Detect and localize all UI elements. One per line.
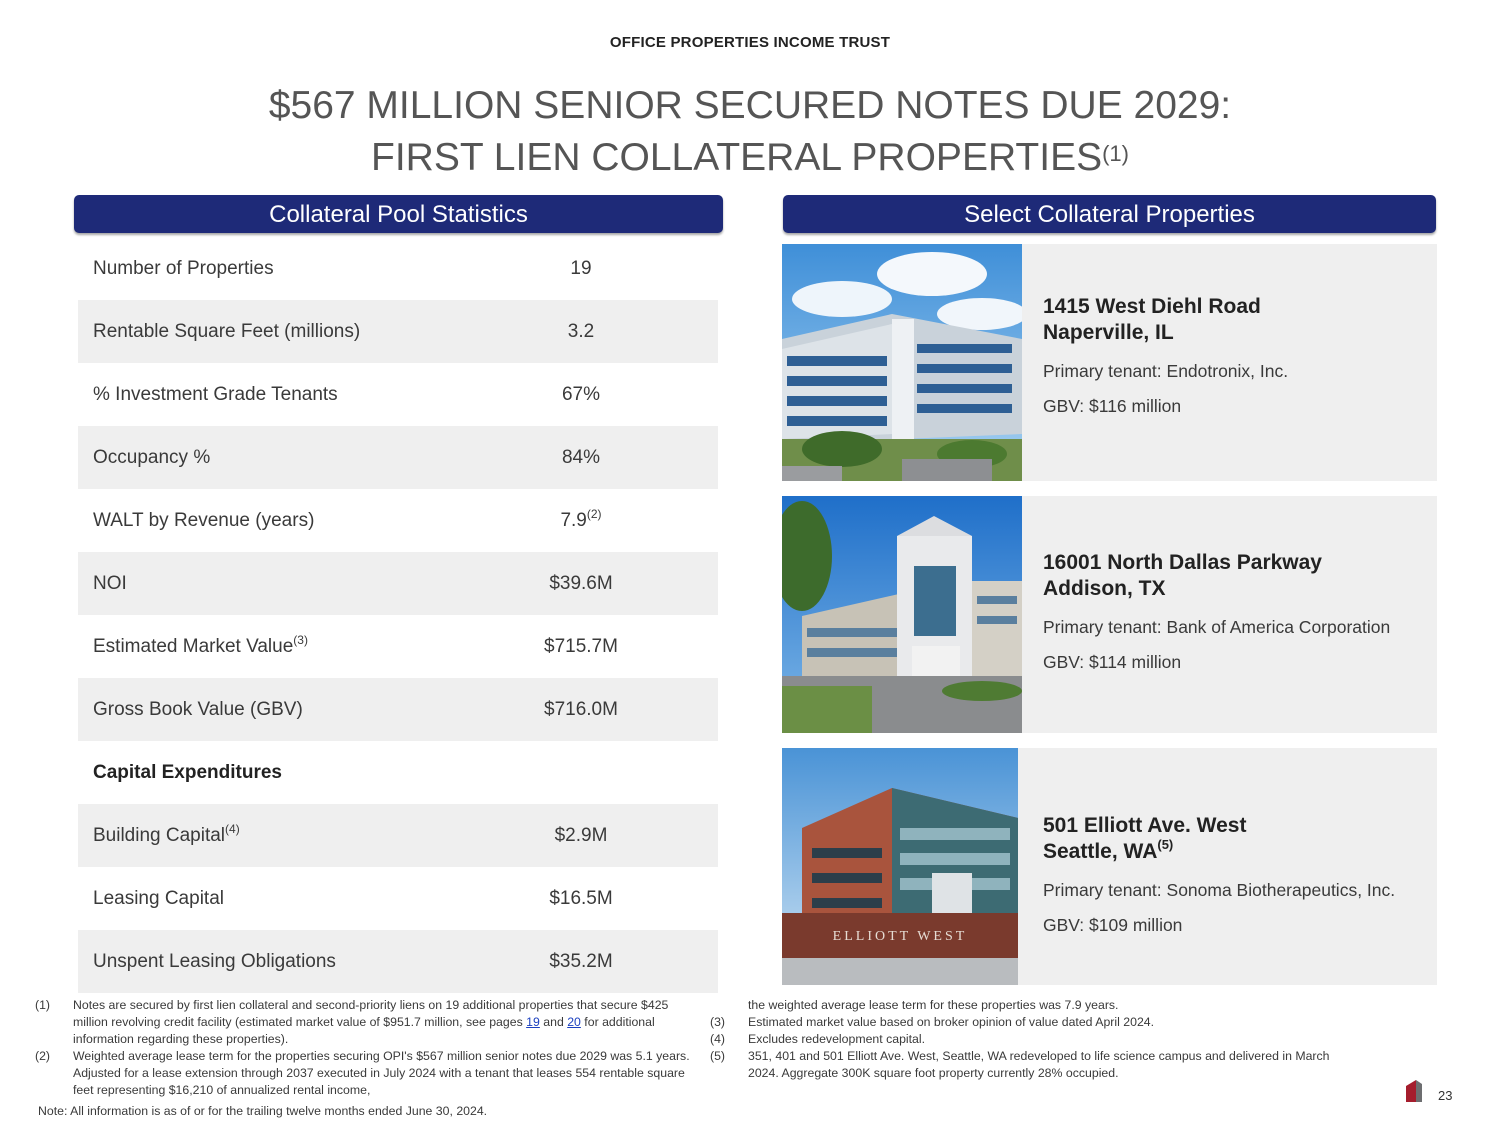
property-city: Naperville, IL: [1043, 321, 1174, 344]
stat-label: WALT by Revenue (years): [93, 510, 315, 531]
footnote-text: for additional information regarding these properties).: [73, 1015, 655, 1046]
stat-row-leasing-capital: [78, 867, 718, 930]
company-logo-icon: [1406, 1080, 1422, 1102]
stat-label: Building Capital$^{(4)}$: [93, 822, 240, 846]
stat-row-number-of-properties: [78, 237, 718, 300]
stat-label: Rentable Square Feet (millions): [93, 321, 361, 342]
footnote-number: (1): [35, 998, 51, 1012]
title-line-2-text: FIRST LIEN COLLATERAL PROPERTIES: [371, 136, 1103, 179]
property-photo-addison: [782, 496, 1022, 733]
footnote-text: and: [539, 1015, 568, 1029]
stat-value: $39.6M: [549, 573, 613, 594]
stat-value: $715.7M: [544, 636, 618, 657]
property-gbv: GBV: $116 million: [1043, 396, 1182, 416]
property-tenant: Primary tenant: Sonoma Biotherapeutics, Inc.: [1043, 880, 1396, 900]
stat-row-investment-grade-tenants: [78, 363, 718, 426]
stat-row-rentable-square-feet: [78, 300, 718, 363]
property-gbv: GBV: $109 million: [1043, 915, 1183, 935]
footnote-ref: (4): [225, 822, 240, 836]
stat-row-unspent-leasing-obligations: [78, 930, 718, 993]
stat-value: $716.0M: [544, 699, 618, 720]
stat-row-estimated-market-value: [78, 615, 718, 678]
page-number: 23: [1438, 1088, 1453, 1103]
property-info: [1043, 244, 1433, 417]
stat-row-gross-book-value: [78, 678, 718, 741]
stat-value: 67%: [561, 384, 601, 405]
property-info: [1043, 748, 1433, 936]
stat-value: 3.2: [567, 321, 595, 342]
stat-value: 19: [570, 258, 592, 279]
page-19-link[interactable]: 19: [526, 1015, 540, 1029]
collateral-statistics-table: [78, 237, 718, 993]
stat-value: 84%: [561, 447, 601, 468]
footnote-4: [710, 1031, 1350, 1048]
footnote-number: (3): [710, 1015, 726, 1029]
select-collateral-properties-header: Select Collateral Properties: [783, 195, 1436, 233]
stat-label: Estimated Market Value$^{(3)}$: [93, 633, 308, 657]
page-title: [0, 80, 1500, 184]
footnote-number: (2): [35, 1049, 51, 1063]
stat-row-occupancy: [78, 426, 718, 489]
property-name: [1043, 294, 1433, 346]
property-card-addison: [782, 496, 1437, 733]
footnote-text: 351, 401 and 501 Elliott Ave. West, Seattle, WA redeveloped to life science campus and delivered in March 2024. Aggregate 300K square foot property currently 28% occupied.: [748, 1049, 1330, 1080]
stat-row-capital-expenditures-heading: [78, 741, 718, 804]
footnote-ref: (3): [293, 633, 308, 647]
footnote-ref: (2): [586, 507, 602, 521]
footnote-2: [35, 1048, 697, 1099]
property-name: [1043, 550, 1433, 602]
title-line-2: [0, 132, 1500, 184]
property-photo-seattle: [782, 748, 1018, 985]
stat-value: 7.9$^{(2)}$: [560, 507, 602, 531]
property-card-naperville: [782, 244, 1437, 481]
page-20-link[interactable]: 20: [567, 1015, 581, 1029]
property-address: 16001 North Dallas Parkway: [1043, 551, 1322, 574]
stat-label: % Investment Grade Tenants: [93, 384, 338, 405]
footnote-text: the weighted average lease term for these properties was 7.9 years.: [748, 998, 1119, 1012]
property-tenant: Primary tenant: Endotronix, Inc.: [1043, 361, 1289, 381]
property-card-seattle: [782, 748, 1437, 985]
footnote-2-continued: [710, 997, 1350, 1014]
footnotes-right: [710, 997, 1350, 1082]
footnote-number: (4): [710, 1032, 726, 1046]
property-city: Addison, TX: [1043, 577, 1166, 600]
stat-label: Number of Properties: [93, 258, 274, 279]
footnote-5: [710, 1048, 1350, 1082]
footnote-1: [35, 997, 697, 1048]
building-sign-text: ELLIOTT WEST: [832, 929, 968, 944]
property-address: 501 Elliott Ave. West: [1043, 814, 1247, 837]
footnote-ref: (5): [1157, 837, 1174, 852]
property-tenant: Primary tenant: Bank of America Corporation: [1043, 617, 1391, 637]
stat-row-walt: [78, 489, 718, 552]
footnote-text: Weighted average lease term for the properties securing OPI's $567 million senior notes due 2029 was 5.1 years. Adjusted for a lease extension through 2037 executed in July 2024 with a tenant that leases 554 rentable square feet representing $16,210 of annualized rental income,: [73, 1049, 690, 1097]
footnote-number: (5): [710, 1049, 726, 1063]
property-photo-naperville: [782, 244, 1022, 481]
property-city: Seattle, WA: [1043, 840, 1158, 863]
stat-value: $35.2M: [549, 951, 613, 972]
company-name: OFFICE PROPERTIES INCOME TRUST: [609, 34, 891, 51]
footnote-3: [710, 1014, 1350, 1031]
stat-section-heading: Capital Expenditures: [93, 762, 282, 783]
title-line-1: $567 MILLION SENIOR SECURED NOTES DUE 2029:: [268, 84, 1232, 127]
note-text: Note: All information is as of or for the trailing twelve months ended June 30, 2024.: [38, 1104, 488, 1118]
stat-row-noi: [78, 552, 718, 615]
footnote-text: Excludes redevelopment capital.: [748, 1032, 926, 1046]
stat-label: Leasing Capital: [93, 888, 224, 909]
stat-value: $2.9M: [554, 825, 608, 846]
footnotes-left: [35, 997, 697, 1099]
stat-value: $16.5M: [549, 888, 613, 909]
property-info: [1043, 496, 1433, 673]
property-city-line: [1043, 839, 1433, 865]
stat-row-building-capital: [78, 804, 718, 867]
title-footnote-ref: (1): [1102, 141, 1129, 166]
property-address: 1415 West Diehl Road: [1043, 295, 1261, 318]
stat-label: Occupancy %: [93, 447, 211, 468]
property-gbv: GBV: $114 million: [1043, 652, 1182, 672]
footnote-text: Estimated market value based on broker opinion of value dated April 2024.: [748, 1015, 1155, 1029]
property-name: [1043, 813, 1433, 865]
stat-label: Gross Book Value (GBV): [93, 699, 303, 720]
stat-label: Unspent Leasing Obligations: [93, 951, 336, 972]
stat-label: NOI: [93, 573, 127, 594]
collateral-pool-statistics-header: Collateral Pool Statistics: [74, 195, 723, 233]
footnote-text: Notes are secured by first lien collateral and second-priority liens on 19 additional properties that secure $425 million revolving credit facility (estimated market value of $951.7 million, see pages: [73, 998, 669, 1029]
